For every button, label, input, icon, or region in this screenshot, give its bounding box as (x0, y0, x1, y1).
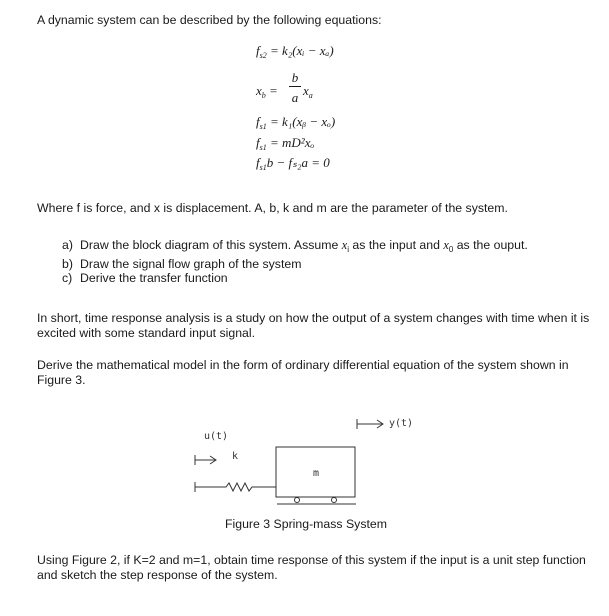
spring-label: k (232, 451, 239, 462)
list-item-c: c) Derive the transfer function (62, 271, 228, 285)
equation-3: $f_{s1}$ = k₁(xᵦ − xₒ) (256, 114, 336, 131)
short-text: In short, time response analysis is a study on how the output of a system changes with time when it is excited with some standard input signal. (37, 311, 590, 340)
where-text: Where f is force, and x is displacement. A, b, k and m are the parameter of the system. (37, 201, 508, 215)
list-item-a: a) Draw the block diagram of this system. Assume $x_i$ as the input and $x_0$ as the ouput. (62, 238, 528, 254)
list-item-b: b) Draw the signal flow graph of the system (62, 257, 302, 271)
input-label: u(t) (204, 431, 229, 442)
equation-1: $f_{s2}$ = k₂(xᵢ − xₐ) (256, 43, 334, 60)
intro-text: A dynamic system can be described by the following equations: (37, 13, 382, 27)
input-arrow (195, 455, 216, 465)
equation-4: $f_{s1} = mD^2x_o$ (256, 135, 315, 152)
figure-caption: Figure 3 Spring-mass System (225, 517, 387, 531)
output-label: y(t) (389, 418, 414, 429)
spring (195, 482, 276, 492)
mass-label: m (313, 468, 320, 479)
output-arrow (357, 419, 383, 429)
derive-text: Derive the mathematical model in the form of ordinary differential equation of the system shown in Figure 3. (37, 358, 569, 387)
question-list (62, 238, 528, 285)
equation-5: $f_{s1}b - f_{s2}a = 0$ (256, 155, 330, 172)
final-text: Using Figure 2, if K=2 and m=1, obtain time response of this system if the input is a unit step function and sketch the step response of the system. (37, 553, 586, 582)
wheels (295, 498, 337, 503)
